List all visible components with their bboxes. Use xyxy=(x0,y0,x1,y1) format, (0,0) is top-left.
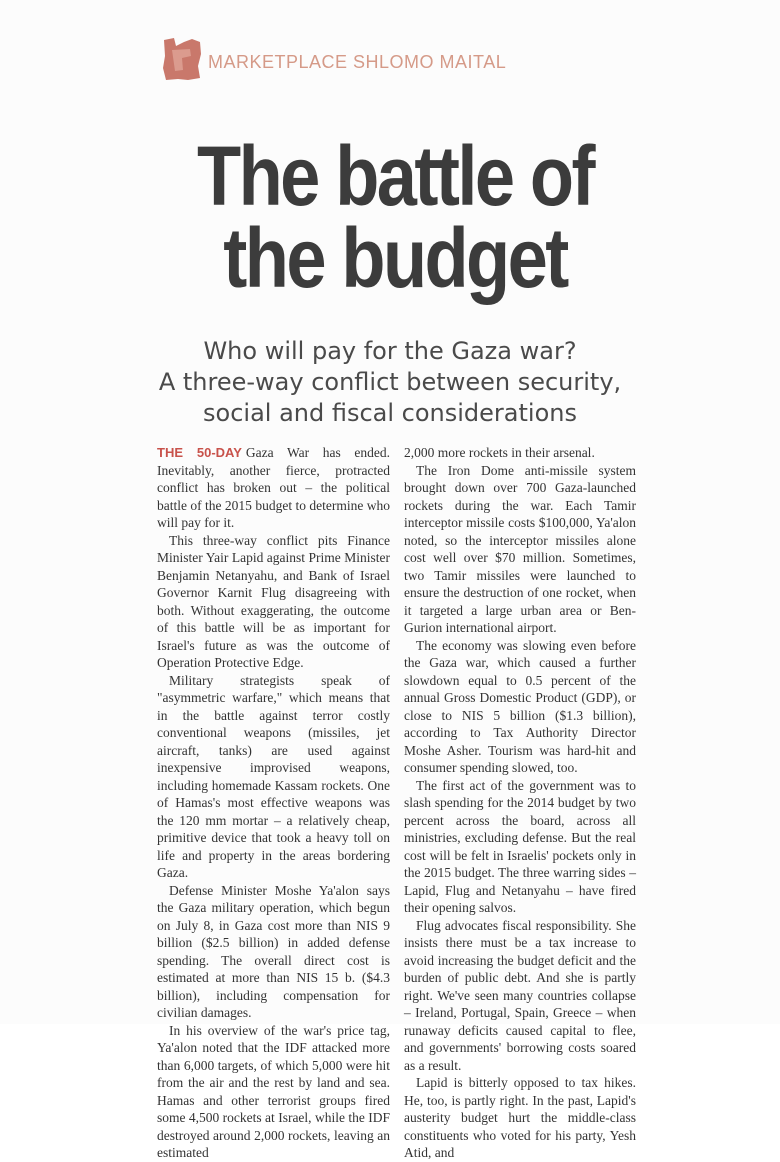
paragraph: In his overview of the war's price tag, Ya'alon noted that the IDF attacked more than 6,000 targets, of which 5,000 were hit from the air and the rest by land and sea. Hamas and other terrorist groups fired some 4,500 rockets at Israel, while the IDF destroyed around 2,000 rockets, leaving an estimated xyxy=(157,1022,390,1160)
rubric-logo-icon xyxy=(160,36,204,82)
paragraph: Flug advocates fiscal responsibility. She insists there must be a tax increase to avoid increasing the budget deficit and the burden of public debt. And she is partly right. We've seen many countries collapse – Ireland, Portugal, Spain, Greece – when runaway deficits caused capital to flee, and governments' borrowing costs soared as a result. xyxy=(404,917,636,1073)
paragraph: 2,000 more rockets in their arsenal. xyxy=(404,445,595,460)
subheadline-line-2: A three-way conflict between security, xyxy=(158,368,622,396)
paragraph: The first act of the government was to slash spending for the 2014 budget by two percent across the board, across all ministries, excluding defense. But the real cost will be felt in Israelis' pockets only in the 2015 budget. The three warring sides – Lapid, Flug and Netanyahu – have fired their opening salvos. xyxy=(404,777,636,915)
subheadline xyxy=(120,336,660,429)
paragraph: Lapid is bitterly opposed to tax hikes. He, too, is partly right. In the past, Lapid's austerity budget hurt the middle-class constituents who voted for his party, Yesh Atid, and xyxy=(404,1075,636,1160)
article-column-right xyxy=(404,444,636,1162)
subheadline-line-3: social and fiscal considerations xyxy=(203,399,577,427)
section-rubric: MARKETPLACE SHLOMO MAITAL xyxy=(208,52,507,72)
headline-line-1: The battle of xyxy=(197,129,593,223)
paragraph: The economy was slowing even before the Gaza war, which caused a further slowdown equal to 0.5 percent of the annual Gross Domestic Product (GDP), or close to NIS 5 billion ($1.3 billion), according to Tax Authority Director Moshe Asher. Tourism was hard-hit and consumer spending slowed, too. xyxy=(404,637,636,775)
paragraph: Defense Minister Moshe Ya'alon says the Gaza military operation, which begun on July 8, in Gaza cost more than NIS 9 billion ($2.5 billion) in added defense spending. The overall direct cost is estimated at more than NIS 15 b. ($4.3 billion), including compensation for civilian damages. xyxy=(157,882,390,1020)
paragraph: The Iron Dome anti-missile system brought down over 700 Gaza-launched rockets during the war. Each Tamir interceptor missile costs $100,000, Ya'alon noted, so the interceptor missiles alone cost well over $70 million. Sometimes, two Tamir missiles were launched to ensure the destruction of one rocket, when it targeted a large urban area or Ben-Gurion international airport. xyxy=(404,462,636,635)
article-column-left xyxy=(157,444,390,1162)
paragraph: Military strategists speak of "asymmetric warfare," which means that in the battle against terror costly conventional weapons (missiles, jet aircraft, tanks) are used against inexpensive improvised weapons, including homemade Kassam rockets. One of Hamas's most effective weapons was the 120 mm mortar – a relatively cheap, primitive device that took a heavy toll on life and property in the areas bordering Gaza. xyxy=(157,672,390,880)
paragraph: THE 50-DAY Gaza War has ended. Inevitably, another fierce, protracted conflict has broken out – the political battle of the 2015 budget to determine who will pay for it. xyxy=(157,445,391,530)
headline xyxy=(184,129,605,305)
headline-line-2: the budget xyxy=(223,211,567,305)
lead-in: THE 50-DAY xyxy=(157,445,242,460)
paragraph: This three-way conflict pits Finance Minister Yair Lapid against Prime Minister Benjamin Netanyahu, and Bank of Israel Governor Karnit Flug disagreeing with both. Without exaggerating, the outcome of this battle will be as important for Israel's future as was the outcome of Operation Protective Edge. xyxy=(157,532,390,670)
subheadline-line-1: Who will pay for the Gaza war? xyxy=(203,337,577,365)
